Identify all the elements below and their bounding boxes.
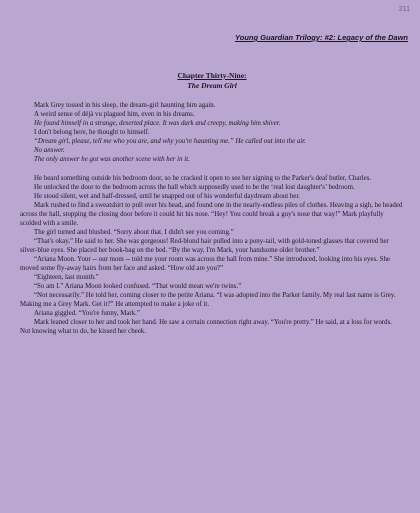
running-head: Young Guardian Trilogy: #2: Legacy of the Dawn xyxy=(235,33,408,42)
paragraph: Mark leaned closer to her and took her hand. He saw a certain connection right away. “You're pretty.” He said, at a loss for words. Not knowing what to do, he kissed her cheek. xyxy=(20,319,393,335)
paragraph: Mark Grey tossed in his sleep, the dream-girl haunting him again. xyxy=(34,102,216,109)
paragraph: Mark rushed to find a sweatshirt to pull over his head, and found one in the nearly-endless piles of clothes. Heaving a sigh, he headed across the hall, stopping the closing door before it could hit his nose. “Hey! You could break a guy's nose that way!” Mark playfully scolded with a smile. xyxy=(20,202,403,227)
paragraph: “Ariana Moon. Your -- our mom -- told me your room was across the hall from mine.” She introduced, looking into his eyes. She moved some fly-away hairs from her face and asked. “How old are you?” xyxy=(20,256,390,272)
chapter-subtitle: The Dream Girl xyxy=(187,81,237,90)
page-number: 211 xyxy=(398,6,410,13)
paragraph: He found himself in a strange, deserted place. It was dark and creepy, making him shiver. xyxy=(34,120,281,127)
paragraph: The only answer he got was another scene with her in it. xyxy=(34,156,190,163)
section-2 xyxy=(20,174,404,336)
paragraph: I don't belong here, he thought to himself. xyxy=(34,129,150,136)
paragraph: He unlocked the door to the bedroom across the hall which supposedly used to be the ‘real lost daughter's’ bedroom. xyxy=(34,184,355,191)
paragraph: He stood silent, wet and half-dressed, until he snapped out of his wonderful daydream about her. xyxy=(34,193,300,200)
paragraph: No answer. xyxy=(34,147,65,154)
paragraph: The girl turned and blushed. “Sorry about that. I didn't see you coming.” xyxy=(34,229,234,236)
chapter-title: Chapter Thirty-Nine: xyxy=(177,71,247,80)
section-1 xyxy=(20,101,404,164)
paragraph: He heard something outside his bedroom door, so he cracked it open to see her signing to the Parker's deaf butler, Charles. xyxy=(34,175,372,182)
paragraph: A weird sense of déjà vu plagued him, even in his dreams. xyxy=(34,111,195,118)
paragraph: Ariana giggled. “You're funny, Mark.” xyxy=(34,310,140,317)
paragraph: “So am I.” Ariana Moon looked confused. “That would mean we're twins.” xyxy=(34,283,242,290)
paragraph: “That's okay,” He said to her. She was gorgeous! Red-blond hair pulled into a pony-tail, with gold-toned glasses that covered her silver-blue eyes. She placed her book-bag on the bed. “By the way, I'm Mark, your handsome older brother.” xyxy=(20,238,389,254)
paragraph: “Not necessarily.” He told her, coming closer to the petite Ariana. “I was adopted into the Parker family. My real last name is Grey. Making me a Grey Mark. Get it?” He attempted to make a joke of it. xyxy=(20,292,396,308)
paragraph: “Dream girl, please, tell me who you are, and why you're haunting me.” He called out into the air. xyxy=(34,138,306,145)
paragraph: “Eighteen, last month.” xyxy=(34,274,99,281)
section-break xyxy=(20,164,404,174)
